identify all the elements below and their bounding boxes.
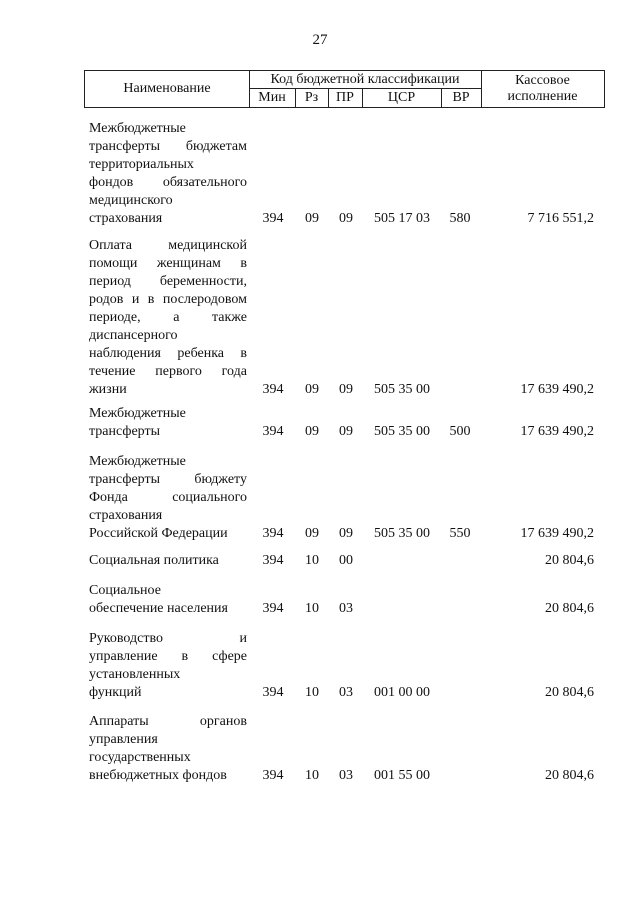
cell-min: 394 xyxy=(262,768,284,783)
cell-amount: 17 639 490,2 xyxy=(520,526,594,541)
row-name-line: Межбюджетные xyxy=(89,121,186,136)
cell-min: 394 xyxy=(262,382,284,397)
table-row xyxy=(0,405,640,441)
cell-pr: 09 xyxy=(339,424,353,439)
cell-min: 394 xyxy=(262,526,284,541)
row-name xyxy=(89,120,247,228)
row-name-line: государственных xyxy=(89,750,191,765)
row-name-line: Межбюджетные xyxy=(89,406,186,421)
row-name-line: диспансерного xyxy=(89,328,178,343)
header-execution-line1: Кассовое xyxy=(515,73,570,88)
row-name-line: трансферты бюджету xyxy=(89,472,247,487)
row-name-line: фондов обязательного xyxy=(89,175,247,190)
row-name-line: установленных xyxy=(89,667,181,682)
row-name-line: управления xyxy=(89,732,158,747)
header-execution-line2: исполнение xyxy=(507,89,578,104)
cell-csr: 505 35 00 xyxy=(374,424,430,439)
row-name xyxy=(89,713,247,785)
cell-csr: 001 00 00 xyxy=(374,685,430,700)
row-name-line: Социальная политика xyxy=(89,553,219,568)
table-row xyxy=(0,237,640,399)
cell-rz: 10 xyxy=(305,768,319,783)
row-name-line: медицинского xyxy=(89,193,173,208)
row-name-line: наблюдения ребенка в xyxy=(89,346,247,361)
cell-vr: 550 xyxy=(449,526,471,541)
cell-csr: 001 55 00 xyxy=(374,768,430,783)
cell-amount: 7 716 551,2 xyxy=(527,211,594,226)
row-name xyxy=(89,453,247,543)
table-row xyxy=(0,582,640,618)
cell-amount: 20 804,6 xyxy=(545,768,594,783)
cell-vr: 500 xyxy=(449,424,471,439)
table-row xyxy=(0,453,640,543)
cell-vr: 580 xyxy=(449,211,471,226)
cell-pr: 09 xyxy=(339,211,353,226)
cell-rz: 09 xyxy=(305,211,319,226)
row-name-line: трансферты xyxy=(89,424,161,439)
row-name-line: страхования xyxy=(89,508,163,523)
header-name: Наименование xyxy=(123,81,211,96)
row-name-line: Межбюджетные xyxy=(89,454,186,469)
cell-pr: 03 xyxy=(339,768,353,783)
header-pr: ПР xyxy=(336,89,354,105)
cell-amount: 20 804,6 xyxy=(545,685,594,700)
row-name-line: Социальное xyxy=(89,583,161,598)
row-name-line: Аппараты органов xyxy=(89,714,247,729)
row-name-line: обеспечение населения xyxy=(89,601,228,616)
cell-min: 394 xyxy=(262,424,284,439)
table-row xyxy=(0,120,640,228)
row-name-line: функций xyxy=(89,685,142,700)
cell-min: 394 xyxy=(262,211,284,226)
cell-pr: 03 xyxy=(339,601,353,616)
row-name-line: внебюджетных фондов xyxy=(89,768,227,783)
row-name-line: помощи женщинам в xyxy=(89,256,247,271)
row-name-line: течение первого года xyxy=(89,364,247,379)
row-name-line: жизни xyxy=(89,382,127,397)
header-csr: ЦСР xyxy=(387,89,416,105)
table-row xyxy=(0,630,640,702)
row-name-line: управление в сфере xyxy=(89,649,247,664)
cell-rz: 09 xyxy=(305,424,319,439)
cell-rz: 10 xyxy=(305,601,319,616)
cell-csr: 505 35 00 xyxy=(374,382,430,397)
table-row xyxy=(0,552,640,570)
row-name xyxy=(89,582,247,618)
header-vr: ВР xyxy=(452,89,470,105)
cell-csr: 505 17 03 xyxy=(374,211,430,226)
cell-rz: 09 xyxy=(305,526,319,541)
cell-csr: 505 35 00 xyxy=(374,526,430,541)
header-execution xyxy=(481,71,604,107)
row-name xyxy=(89,630,247,702)
cell-min: 394 xyxy=(262,553,284,568)
row-name-line: страхования xyxy=(89,211,163,226)
row-name-line: период беременности, xyxy=(89,274,247,289)
cell-pr: 09 xyxy=(339,382,353,397)
cell-rz: 09 xyxy=(305,382,319,397)
row-name-line: Фонда социального xyxy=(89,490,247,505)
header-min: Мин xyxy=(258,89,286,105)
header-budget-code: Код бюджетной классификации xyxy=(270,71,460,87)
header-rz: Рз xyxy=(304,89,319,105)
row-name-line: периоде, а также xyxy=(89,310,247,325)
cell-min: 394 xyxy=(262,685,284,700)
cell-pr: 00 xyxy=(339,553,353,568)
table-header xyxy=(84,70,605,108)
row-name-line: Руководство и xyxy=(89,631,247,646)
cell-amount: 20 804,6 xyxy=(545,601,594,616)
row-name xyxy=(89,237,247,399)
table-row xyxy=(0,713,640,785)
cell-amount: 20 804,6 xyxy=(545,553,594,568)
cell-amount: 17 639 490,2 xyxy=(520,382,594,397)
row-name-line: территориальных xyxy=(89,157,194,172)
row-name-line: Российской Федерации xyxy=(89,526,228,541)
cell-amount: 17 639 490,2 xyxy=(520,424,594,439)
row-name xyxy=(89,552,247,570)
row-name xyxy=(89,405,247,441)
row-name-line: Оплата медицинской xyxy=(89,238,247,253)
row-name-line: родов и в послеродовом xyxy=(89,292,247,307)
cell-min: 394 xyxy=(262,601,284,616)
cell-pr: 09 xyxy=(339,526,353,541)
cell-rz: 10 xyxy=(305,685,319,700)
page-number: 27 xyxy=(312,32,328,48)
cell-pr: 03 xyxy=(339,685,353,700)
row-name-line: трансферты бюджетам xyxy=(89,139,247,154)
cell-rz: 10 xyxy=(305,553,319,568)
